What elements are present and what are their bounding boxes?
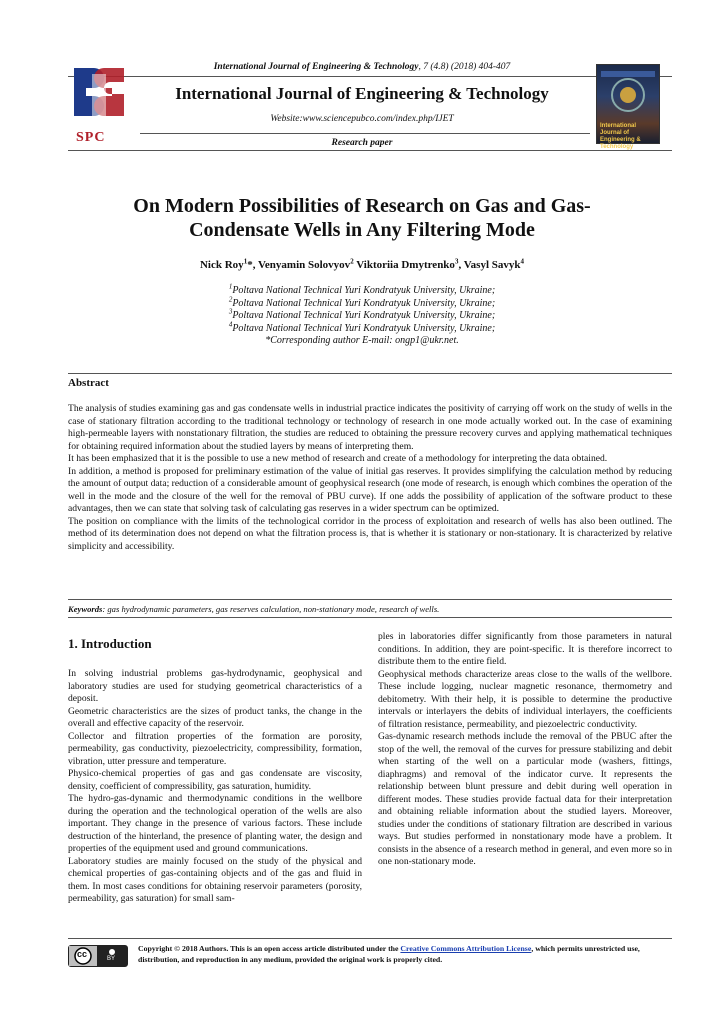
copyright-text-start: Copyright © 2018 Authors. This is an open access article distributed under the [138, 944, 401, 953]
paper-title [90, 194, 634, 242]
author-list [0, 259, 724, 271]
section-heading-introduction: 1. Introduction [68, 636, 152, 651]
keywords-label: Keywords [68, 604, 103, 614]
affiliation-1 [0, 282, 724, 298]
affiliation-sup: 2 [228, 295, 233, 304]
by-label: BY [107, 956, 116, 962]
cc-by-license-badge[interactable] [68, 945, 128, 967]
body-paragraph: The hydro-gas-dynamic and thermodynamic conditions in the wellbore during the operation and the technological operation of the wells are also important. They change in the presence of various factors. These include destruction of the hinterland, the presence of planting water, the design and properties of the equipment used and ground communications. [68, 793, 362, 854]
keywords-line [68, 604, 439, 614]
footer-rule [68, 938, 672, 939]
affiliation-3 [0, 307, 724, 323]
body-paragraph: Laboratory studies are mainly focused on the study of the physical and chemical properties of gas-containing objects and of the gas and fluid in them. In most cases conditions for obtaining reservoir parameters (porosity, permeability, gas saturation) for small sam- [68, 855, 362, 904]
right-column [378, 631, 672, 869]
cover-title: International Journal of Engineering & Technology [600, 123, 641, 150]
header-rule-bottom [68, 150, 672, 151]
body-paragraph: Collector and filtration properties of the formation are porosity, permeability, gas conductivity, piezoelectricity, compressibility, formation, vibration, utter pressure and temperature. [68, 730, 362, 767]
affiliation-text: Poltava National Technical Yuri Kondratyuk University, Ukraine; [232, 297, 496, 309]
author-4-sup: 4 [520, 257, 524, 266]
copyright-text-end: , which permits unrestricted use, distribution, and reproduction in any medium, provided the original work is properly cited. [138, 944, 640, 964]
abstract-paragraph: The analysis of studies examining gas and gas condensate wells in industrial practice indicates the positivity of carrying off work on the study of wells in the case of stationary filtration according to the traditional technology or technology of research in one mode actually worked out. In the case of examining high-permeable layers with nonstationary filtration, the studies are reduced to obtaining the pressure recovery curves and applying mathematical techniques for obtaining required information about the studied layers by means of interpreting them. [68, 403, 672, 452]
affiliation-sup: 1 [228, 282, 233, 291]
abstract-paragraph: The position on compliance with the limits of the technological corridor in the process of exploitation and research of wells has also been outlined. The method of its determination does not depend on what the filtration process is, that is whether it is stationary or non-stationary. It is characterized by relative simplicity and accessibility. [68, 515, 672, 552]
cc-label: cc [77, 949, 88, 959]
journal-cover-image [596, 64, 660, 150]
body-paragraph: In solving industrial problems gas-hydrodynamic, geophysical and laboratory studies are used for studying geometrical characteristics of a deposit. [68, 668, 362, 704]
keywords-rule-top [68, 599, 672, 600]
author-1: Nick Roy [199, 259, 244, 271]
affiliation-2 [0, 295, 724, 311]
affiliation-sup: 3 [228, 307, 233, 316]
license-link[interactable]: Creative Commons Attribution License [400, 944, 532, 953]
abstract-paragraph: It has been emphasized that it is the possible to use a new method of research and create of a methodology for interpreting the data obtained. [68, 453, 608, 464]
citation-journal: International Journal of Engineering & Technology [213, 62, 419, 72]
header-rule-top [68, 76, 672, 77]
affiliation-4 [0, 320, 724, 336]
publisher-logo [68, 62, 130, 148]
logo-text: SPC [76, 130, 106, 145]
keywords-rule-bottom [68, 617, 672, 618]
citation-volume: , 7 (4.8) (2018) 404-407 [418, 62, 511, 72]
title-line-1: On Modern Possibilities of Research on Gas and Gas- [133, 195, 591, 217]
affiliations [0, 282, 724, 348]
journal-title: International Journal of Engineering & Technology [175, 84, 549, 103]
author-4: , Vasyl Savyk [458, 259, 521, 271]
affiliation-text: Poltava National Technical Yuri Kondratyuk University, Ukraine; [232, 285, 496, 296]
body-paragraph: Geometric characteristics are the sizes of product tanks, the change in the overall and effective capacity of the reservoir. [68, 705, 362, 729]
keywords-text: : gas hydrodynamic parameters, gas reserves calculation, non-stationary mode, research of wells. [102, 604, 440, 614]
affiliation-text: Poltava National Technical Yuri Kondratyuk University, Ukraine; [232, 310, 496, 321]
title-line-2: Condensate Wells in Any Filtering Mode [189, 219, 535, 241]
affiliation-text: Poltava National Technical Yuri Kondratyuk University, Ukraine; [232, 322, 496, 334]
author-3: Viktoriia Dmytrenko [353, 259, 455, 271]
author-2: *, Venyamin Solovyov [247, 259, 351, 271]
left-column [68, 668, 362, 906]
body-paragraph: Physico-chemical properties of gas and gas condensate are viscosity, density, coefficient of compressibility, gas saturation, humidity. [68, 768, 362, 792]
journal-website: Website:www.sciencepubco.com/index.php/IJET [270, 114, 454, 124]
body-paragraph: Geophysical methods characterize areas close to the walls of the wellbore. These include logging, nuclear magnetic resonance, thermometry and debitometry. With their help, it is possible to determine the productive intervals or interlayers the debits of individual interlayers, the coefficients of filtration resistance, permeability, and piezoelectric conductivity. [378, 668, 672, 730]
abstract-body [68, 403, 672, 553]
abstract-heading: Abstract [68, 377, 109, 389]
cover-art-icon [597, 65, 659, 121]
copyright-notice [138, 943, 672, 965]
corresponding-author: *Corresponding author E-mail: ongp1@ukr.net. [265, 335, 459, 346]
abstract-rule-top [68, 373, 672, 374]
abstract-paragraph: In addition, a method is proposed for preliminary estimation of the value of initial gas reserves. It provides simplifying the calculation method by reducing the amount of output data; reduction of a considerable amount of geophysical research (one mode of research, is enough which combines the operation of the well in the mode and the closure of the well for the removal of PBU curve). If one adds the possibility of application of the software product to these advantages, then we can state that solving task of calculating gas reserves in a wider spectrum can be optimized. [68, 465, 672, 514]
affiliation-sup: 4 [228, 320, 233, 329]
author-1-sup: 1 [243, 257, 248, 266]
author-2-sup: 2 [350, 257, 354, 266]
body-paragraph: Gas-dynamic research methods include the removal of the PBUC after the stop of the well, the removal of the curves for pressure stabilizing and debit when starting of the well on a particular mode (washers, fittings, diaphragms) and removal of the indicator curve. It represents the relationship between blunt pressure and debit during well operation in different modes. These studies provide factual data for their interpretation and obtaining reliable information about the studied layers. Moreover, studies under the conditions of stationary filtration are described in various ways. But studies performed in nonstationary mode have a problem. It consists in the absence of a research method in general, and even more so in one non-stationary mode. [378, 731, 672, 867]
paper-type: Research paper [331, 138, 393, 148]
author-3-sup: 3 [454, 257, 459, 266]
body-paragraph: ples in laboratories differ significantly from those parameters in natural conditions. In addition, they are point-specific. It is therefore incorrect to distribute them to the entire field. [378, 631, 672, 667]
header-rule-mid [140, 133, 590, 134]
